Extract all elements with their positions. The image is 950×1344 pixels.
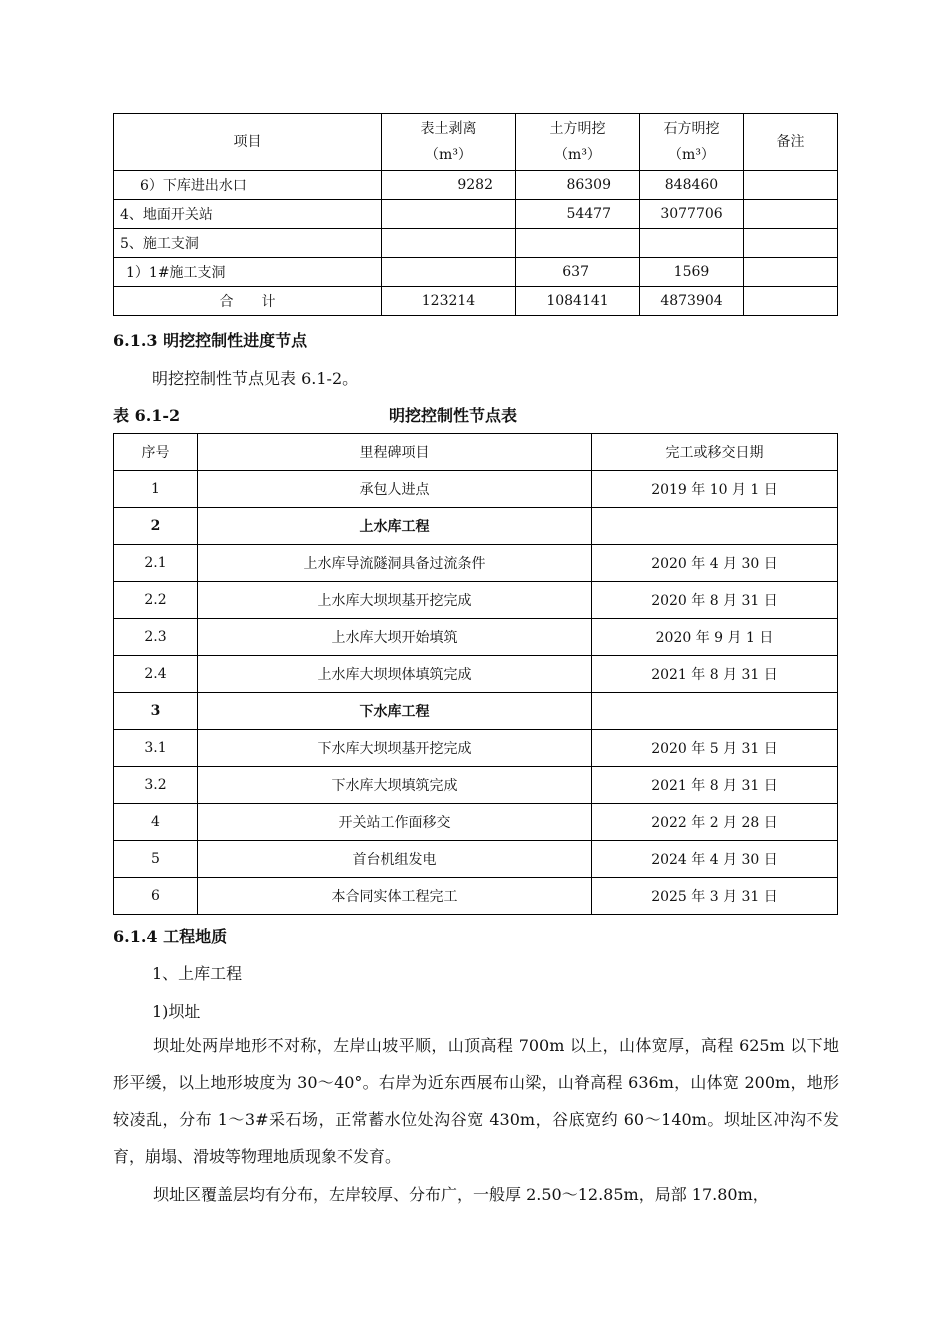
- section-heading-613: 6.1.3 明挖控制性进度节点: [113, 331, 308, 350]
- total-label: 合 计: [114, 287, 382, 316]
- row-date: 2022 年 2 月 28 日: [592, 804, 838, 841]
- table-row: [114, 656, 838, 693]
- table-row: [114, 229, 838, 258]
- subheading-dam-site: 1)坝址: [152, 1002, 201, 1021]
- row-date: 2025 年 3 月 31 日: [592, 878, 838, 915]
- row-no: 5: [114, 841, 198, 878]
- header-milestone: 里程碑项目: [198, 434, 592, 471]
- table-row: [114, 545, 838, 582]
- table-row: [114, 258, 838, 287]
- table-header-row: [114, 434, 838, 471]
- milestone-table: [113, 433, 838, 915]
- row-milestone: 下水库大坝填筑完成: [198, 767, 592, 804]
- table-row: [114, 767, 838, 804]
- row-milestone: 本合同实体工程完工: [198, 878, 592, 915]
- row-rock: [640, 229, 744, 258]
- table-header-row: [114, 114, 838, 171]
- row-no: 6: [114, 878, 198, 915]
- row-date: 2021 年 8 月 31 日: [592, 767, 838, 804]
- table-row: [114, 730, 838, 767]
- subheading-upper-reservoir: 1、上库工程: [152, 964, 243, 983]
- header-rock: 石方明挖 （m³）: [640, 114, 744, 171]
- row-remark: [744, 229, 838, 258]
- row-no: 3: [114, 693, 198, 730]
- row-topsoil: [382, 258, 516, 287]
- row-item: 6）下库进出水口: [114, 171, 382, 200]
- total-topsoil: 123214: [382, 287, 516, 316]
- row-topsoil: 9282: [382, 171, 516, 200]
- row-milestone: 上水库导流隧洞具备过流条件: [198, 545, 592, 582]
- header-earth: 土方明挖 （m³）: [516, 114, 640, 171]
- table-total-row: [114, 287, 838, 316]
- row-date: [592, 693, 838, 730]
- paragraph-613: 明挖控制性节点见表 6.1-2。: [152, 369, 359, 388]
- header-date: 完工或移交日期: [592, 434, 838, 471]
- table-row: [114, 171, 838, 200]
- row-milestone: 承包人进点: [198, 471, 592, 508]
- row-item: 4、地面开关站: [114, 200, 382, 229]
- row-no: 2.1: [114, 545, 198, 582]
- table2-caption-label: 表 6.1-2: [113, 406, 181, 425]
- row-milestone: 上水库大坝开始填筑: [198, 619, 592, 656]
- header-remark: 备注: [744, 114, 838, 171]
- row-no: 1: [114, 471, 198, 508]
- table-row: [114, 619, 838, 656]
- paragraph-overburden: 坝址区覆盖层均有分布，左岸较厚、分布广，一般厚 2.50～12.85m，局部 17.80m，: [153, 1185, 769, 1204]
- table2-caption-title: 明挖控制性节点表: [389, 406, 518, 425]
- row-topsoil: [382, 200, 516, 229]
- row-no: 3.2: [114, 767, 198, 804]
- row-milestone: 下水库工程: [198, 693, 592, 730]
- row-no: 4: [114, 804, 198, 841]
- row-remark: [744, 258, 838, 287]
- table-group-row: [114, 693, 838, 730]
- table-row: [114, 582, 838, 619]
- table-row: [114, 804, 838, 841]
- row-rock: 3077706: [640, 200, 744, 229]
- row-earth: [516, 229, 640, 258]
- table-row: [114, 878, 838, 915]
- total-remark: [744, 287, 838, 316]
- table-row: [114, 200, 838, 229]
- row-date: 2020 年 5 月 31 日: [592, 730, 838, 767]
- header-no: 序号: [114, 434, 198, 471]
- total-rock: 4873904: [640, 287, 744, 316]
- excavation-volume-table: [113, 113, 838, 316]
- total-earth: 1084141: [516, 287, 640, 316]
- row-milestone: 上水库大坝坝基开挖完成: [198, 582, 592, 619]
- table-group-row: [114, 508, 838, 545]
- row-earth: 86309: [516, 171, 640, 200]
- paragraph-dam-site-terrain: 坝址处两岸地形不对称，左岸山坡平顺，山顶高程 700m 以上，山体宽厚，高程 625m 以下地形平缓，以上地形坡度为 30～40°。右岸为近东西展布山梁，山脊高程 636m，山体宽 200m，地形较凌乱，分布 1～3#采石场，正常蓄水位处沟谷宽 430m，谷底宽约 60～140m。坝址区冲沟不发育，崩塌、滑坡等物理地质现象不发育。: [113, 1036, 839, 1166]
- row-milestone: 下水库大坝坝基开挖完成: [198, 730, 592, 767]
- row-no: 3.1: [114, 730, 198, 767]
- section-heading-614: 6.1.4 工程地质: [113, 927, 228, 946]
- row-milestone: 首台机组发电: [198, 841, 592, 878]
- row-no: 2.3: [114, 619, 198, 656]
- row-no: 2: [114, 508, 198, 545]
- row-remark: [744, 171, 838, 200]
- row-earth: 637: [516, 258, 640, 287]
- row-rock: 848460: [640, 171, 744, 200]
- row-milestone: 上水库工程: [198, 508, 592, 545]
- row-date: 2021 年 8 月 31 日: [592, 656, 838, 693]
- header-item: 项目: [114, 114, 382, 171]
- row-remark: [744, 200, 838, 229]
- table-row: [114, 841, 838, 878]
- table-row: [114, 471, 838, 508]
- row-date: [592, 508, 838, 545]
- row-no: 2.2: [114, 582, 198, 619]
- row-item: 5、施工支洞: [114, 229, 382, 258]
- row-date: 2024 年 4 月 30 日: [592, 841, 838, 878]
- row-earth: 54477: [516, 200, 640, 229]
- row-date: 2020 年 4 月 30 日: [592, 545, 838, 582]
- row-no: 2.4: [114, 656, 198, 693]
- row-date: 2019 年 10 月 1 日: [592, 471, 838, 508]
- row-milestone: 上水库大坝坝体填筑完成: [198, 656, 592, 693]
- header-topsoil: 表土剥离 （m³）: [382, 114, 516, 171]
- row-item: 1）1#施工支洞: [114, 258, 382, 287]
- row-topsoil: [382, 229, 516, 258]
- row-rock: 1569: [640, 258, 744, 287]
- row-date: 2020 年 8 月 31 日: [592, 582, 838, 619]
- row-date: 2020 年 9 月 1 日: [592, 619, 838, 656]
- row-milestone: 开关站工作面移交: [198, 804, 592, 841]
